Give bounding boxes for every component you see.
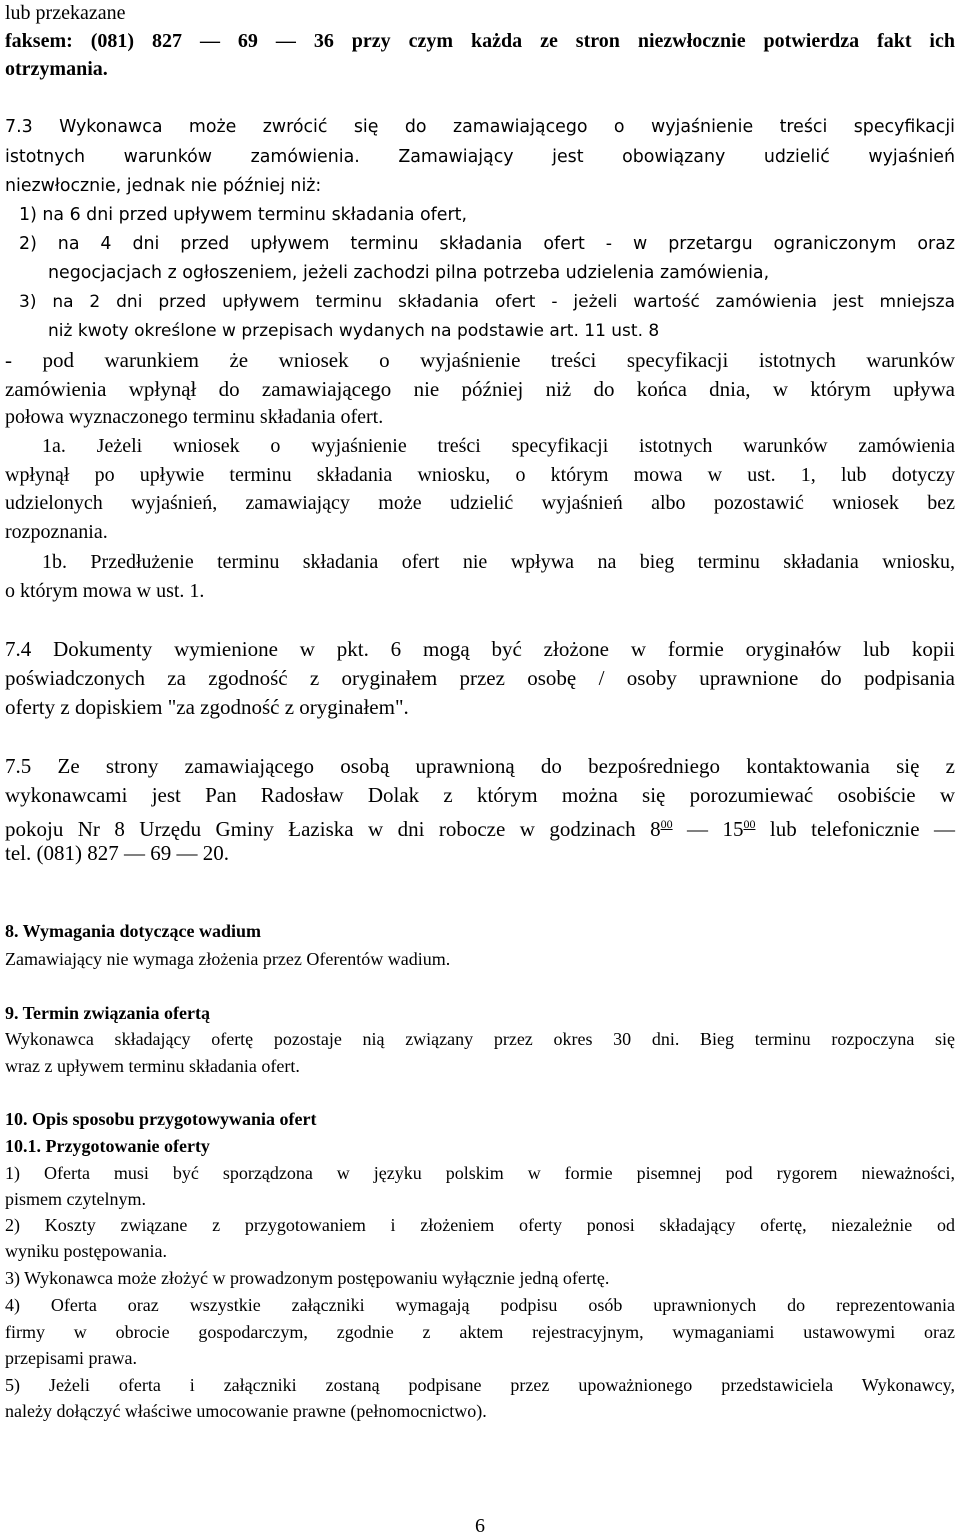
- section-9-text: wraz z upływem terminu składania ofert.: [5, 1056, 300, 1076]
- point-1b-line: o którym mowa w ust. 1.: [5, 580, 205, 602]
- list-item: 1) Oferta musi być sporządzona w języku polskim w formie pisemnej pod rygorem nieważności,: [5, 1163, 955, 1183]
- list-item-cont: należy dołączyć właściwe umocowanie prawne (pełnomocnictwo).: [5, 1401, 487, 1421]
- section-7-5-line: wykonawcami jest Pan Radosław Dolak z którym można się porozumiewać osobiście w: [5, 783, 955, 807]
- section-7-4-line: oferty z dopiskiem "za zgodność z oryginałem".: [5, 695, 409, 719]
- point-1b-line: 1b. Przedłużenie terminu składania ofert nie wpływa na bieg terminu składania wniosku,: [42, 551, 955, 573]
- list-item-cont: przepisami prawa.: [5, 1348, 137, 1368]
- fax-sentence: faksem: (081) 827 — 69 — 36 przy czym każda ze stron niezwłocznie potwierdza fakt ich: [5, 30, 955, 52]
- list-item-3: 3) na 2 dni przed upływem terminu składania ofert - jeżeli wartość zamówienia jest mniejsza: [19, 292, 955, 312]
- section-7-5-hours-line: pokoju Nr 8 Urzędu Gminy Łaziska w dni robocze w godzinach $8^{00}$ — $15^{00}$ lub telefonicznie —: [5, 817, 955, 841]
- section-8-text: Zamawiający nie wymaga złożenia przez Oferentów wadium.: [5, 949, 451, 969]
- list-item-3-cont: niż kwoty określone w przepisach wydanych na podstawie art. 11 ust. 8: [48, 321, 660, 341]
- section-7-5-line: 7.5 Ze strony zamawiającego osobą uprawnioną do bezpośredniego kontaktowania się z: [5, 754, 955, 778]
- list-item-2-cont: negocjacjach z ogłoszeniem, jeżeli zachodzi pilna potrzeba udzielenia zamówienia,: [48, 263, 770, 283]
- section-9-heading: 9. Termin związania ofertą: [5, 1003, 210, 1023]
- condition-line: zamówienia wpłynął do zamawiającego nie później niż do końca dnia, w którym upływa: [5, 377, 955, 401]
- point-1a-line: wpłynął po upływie terminu składania wniosku, o którym mowa w ust. 1, lub dotyczy: [5, 464, 955, 486]
- hours-superscript: 00: [660, 817, 673, 831]
- list-item-cont: wyniku postępowania.: [5, 1241, 167, 1261]
- list-item-cont: pismem czytelnym.: [5, 1189, 146, 1209]
- list-item: 3) Wykonawca może złożyć w prowadzonym postępowaniu wyłącznie jedną ofertę.: [5, 1268, 610, 1288]
- list-item: 5) Jeżeli oferta i załączniki zostaną podpisane przez upoważnionego przedstawiciela Wykonawcy,: [5, 1375, 955, 1395]
- list-item-2: 2) na 4 dni przed upływem terminu składania ofert - w przetargu ograniczonym oraz: [19, 234, 955, 254]
- page-number: 6: [475, 1515, 485, 1537]
- section-9-text: Wykonawca składający ofertę pozostaje nią związany przez okres 30 dni. Bieg terminu rozpoczyna się: [5, 1029, 955, 1049]
- section-7-4-line: 7.4 Dokumenty wymienione w pkt. 6 mogą być złożone w formie oryginałów lub kopii: [5, 637, 955, 661]
- list-item: 2) Koszty związane z przygotowaniem i złożeniem oferty ponosi składający ofertę, niezależnie od: [5, 1215, 955, 1235]
- list-item-cont: firmy w obrocie gospodarczym, zgodnie z aktem rejestracyjnym, wymaganiami ustawowymi oraz: [5, 1322, 955, 1342]
- text-line: lub przekazane: [5, 2, 126, 24]
- list-item: 4) Oferta oraz wszystkie załączniki wymagają podpisu osób uprawnionych do reprezentowania: [5, 1295, 955, 1315]
- condition-line: - pod warunkiem że wniosek o wyjaśnienie treści specyfikacji istotnych warunków: [5, 348, 955, 372]
- section-10-heading: 10. Opis sposobu przygotowywania ofert: [5, 1109, 317, 1129]
- section-7-3-line: istotnych warunków zamówienia. Zamawiający jest obowiązany udzielić wyjaśnień: [5, 147, 955, 167]
- list-item-1: 1) na 6 dni przed upływem terminu składania ofert,: [19, 205, 467, 225]
- condition-line: połowa wyznaczonego terminu składania ofert.: [5, 406, 384, 428]
- section-7-3-line: niezwłocznie, jednak nie później niż:: [5, 176, 322, 196]
- section-7-5-line: tel. (081) 827 — 69 — 20.: [5, 841, 229, 865]
- section-8-heading: 8. Wymagania dotyczące wadium: [5, 921, 261, 941]
- hours-superscript: 00: [743, 817, 756, 831]
- section-7-4-line: poświadczonych za zgodność z oryginałem przez osobę / osoby uprawnione do podpisania: [5, 666, 955, 690]
- point-1a-line: udzielonych wyjaśnień, zamawiający może udzielić wyjaśnień albo pozostawić wniosek bez: [5, 492, 955, 514]
- section-7-3-line: 7.3 Wykonawca może zwrócić się do zamawiającego o wyjaśnienie treści specyfikacji: [5, 117, 955, 137]
- point-1a-line: 1a. Jeżeli wniosek o wyjaśnienie treści specyfikacji istotnych warunków zamówienia: [42, 435, 955, 457]
- fax-sentence-end: otrzymania.: [5, 58, 108, 80]
- point-1a-line: rozpoznania.: [5, 521, 108, 543]
- section-10-1-heading: 10.1. Przygotowanie oferty: [5, 1136, 210, 1156]
